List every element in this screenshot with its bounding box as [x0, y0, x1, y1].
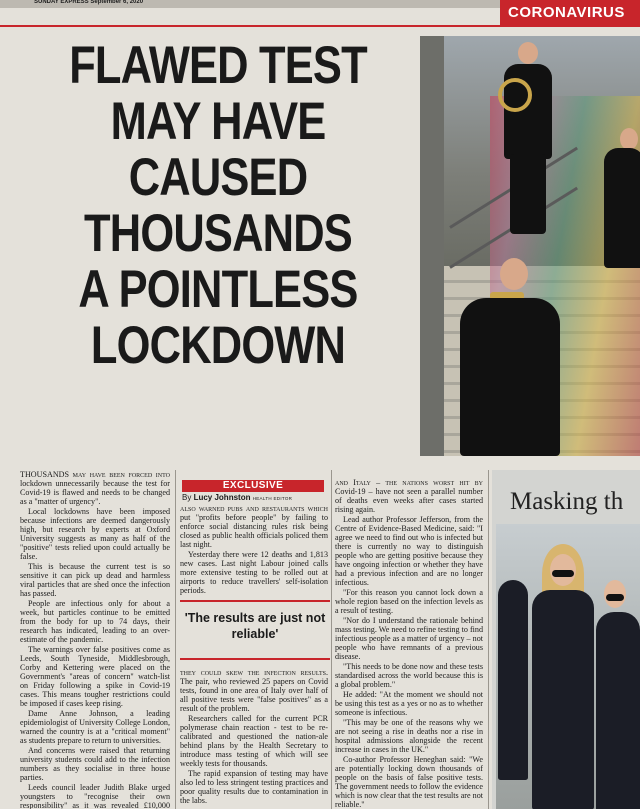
article-paragraph: The rapid expansion of testing may have also led to less stringent testing practices and poor quality results due to contamination in the labs.: [180, 769, 328, 805]
article-paragraph: and Italy – the nations worst hit by Covid-19 – have not seen a parallel number of deaths even weeks after cases started rising again.: [335, 478, 483, 514]
header-divider: [0, 25, 640, 27]
masthead: SUNDAY EXPRESS September 6, 2020: [34, 0, 144, 5]
pupil-figure: [532, 590, 594, 809]
article-paragraph: "This needs to be done now and these tests standardised across the world because this is a global problem.": [335, 662, 483, 689]
musician-face: [500, 258, 528, 290]
headline-line: FLAWED TEST: [69, 36, 367, 95]
musician-right: [604, 148, 640, 268]
article-column-1: [20, 470, 170, 809]
headline-line: CAUSED: [128, 148, 308, 207]
byline-by: By: [182, 493, 192, 502]
exclusive-banner: EXCLUSIVE: [182, 480, 324, 492]
second-story: [492, 470, 640, 809]
french-horn: [498, 78, 532, 112]
article-paragraph: Leeds council leader Judith Blake urged youngsters to "recognise their own responsibility" as it was revealed £10,000: [20, 783, 170, 809]
second-story-headline: Masking th: [510, 488, 624, 515]
musician-face: [518, 42, 538, 64]
article-column-2-bottom: [180, 668, 328, 809]
byline-name: Lucy Johnston: [193, 493, 251, 502]
article-paragraph: Local lockdowns have been imposed because infections are deemed dangerously high, but research by experts at Oxford University suggests as many as half of the "positive" tests relied upon could actually be false.: [20, 507, 170, 561]
column-rule: [488, 470, 489, 809]
pupil-figure: [498, 580, 528, 780]
article-paragraph: "Nor do I understand the rationale behind mass testing. We need to refine testing to find infectious people as a matter of urgency – not people who have remnants of a previous disease.: [335, 616, 483, 661]
article-paragraph: also warned pubs and restaurants which put "profits before people" by failing to enforce social distancing rules risk being closed as public health officials policed them last night.: [180, 504, 328, 549]
article-paragraph: And concerns were raised that returning university students could add to the infection numbers as they socialise in three house parties.: [20, 746, 170, 782]
article-paragraph: The warnings over false positives come as Leeds, South Tyneside, Middlesbrough, Corby and Kettering were placed on the Government's "areas of concern" watch-list on Friday following a spike in Covid-19 cases. This means tougher restrictions could be imposed if cases keep rising.: [20, 645, 170, 708]
section-tag: CORONAVIRUS: [500, 0, 640, 25]
headline-line: MAY HAVE: [110, 92, 326, 151]
musician-trumpet-player: [460, 298, 560, 456]
headline-line: THOUSANDS: [84, 204, 352, 263]
headline-line: A POINTLESS: [78, 260, 358, 319]
musician-face: [620, 128, 638, 150]
photo-pillar: [420, 36, 444, 456]
article-paragraph: Researchers called for the current PCR polymerase chain reaction - test to be re-calibrated and questioned the nation-ale behind plans by the Health Secretary to introduce mass testing of which will see weekly tests for thousands.: [180, 714, 328, 768]
article-paragraph: Dame Anne Johnson, a leading epidemiologist of University College London, warned the country is at a "critical moment" as students prepare to return to universities.: [20, 709, 170, 745]
face-mask: [552, 570, 574, 577]
pupil-figure: [596, 612, 640, 809]
headline: [54, 38, 382, 374]
pupils-photo: [496, 524, 640, 809]
byline: [182, 493, 292, 502]
article-paragraph: Lead author Professor Jefferson, from the Centre of Evidence-Based Medicine, said: "I agree we need to find out who is infected but there is currently no way to distinguish people who are getting positive because they have ongoing infection or whether they have had a previous infection and are no longer infectious.: [335, 515, 483, 587]
article-paragraph: they could skew the infection results. The pair, who reviewed 25 papers on Covid tests, found in one area of Italy over half of all positive tests were "false positives" as a result of the problem.: [180, 668, 328, 713]
article-paragraph: THOUSANDS may have been forced into lockdown unnecessarily because the test for Covid-19 is flawed and needs to be changed as a "matter of urgency".: [20, 470, 170, 506]
article-paragraph: Yesterday there were 12 deaths and 1,813 new cases. Last night Labour joined calls more extensive testing to be rolled out at airports to reduce travellers' self-isolation periods.: [180, 550, 328, 595]
article-column-3: [335, 478, 483, 809]
musicians-photo: [420, 36, 640, 456]
article-column-2-top: [180, 504, 328, 596]
article-paragraph: "For this reason you cannot lock down a whole region based on the infection levels as a result of testing.: [335, 588, 483, 615]
face-mask: [606, 594, 624, 601]
column-rule: [175, 470, 176, 809]
headline-line: LOCKDOWN: [90, 316, 346, 375]
article-paragraph: People are infectious only for about a week, but particles continue to be emitted from the body for up to 74 days, their research has indicated, leading to an over-estimate of the pandemic.: [20, 599, 170, 644]
article-paragraph: "This may be one of the reasons why we are not seeing a rise in deaths nor a rise in hospital admissions alongside the recent increase in cases in the UK.": [335, 718, 483, 754]
byline-role: HEALTH EDITOR: [252, 496, 293, 501]
pull-quote: 'The results are just not reliable': [180, 600, 330, 660]
article-paragraph: Co-author Professor Heneghan said: "We are potentially locking down thousands of people on the basis of false positive tests. The government needs to follow the evidence which is now clear that the test results are not reliable.": [335, 755, 483, 809]
article-paragraph: This is because the current test is so sensitive it can pick up dead and harmless viral particles that are shed once the infection has passed.: [20, 562, 170, 598]
column-rule: [331, 470, 332, 809]
musician-legs: [510, 154, 546, 234]
article-paragraph: He added: "At the moment we should not be using this test as a yes or no as to whether someone is infectious.: [335, 690, 483, 717]
